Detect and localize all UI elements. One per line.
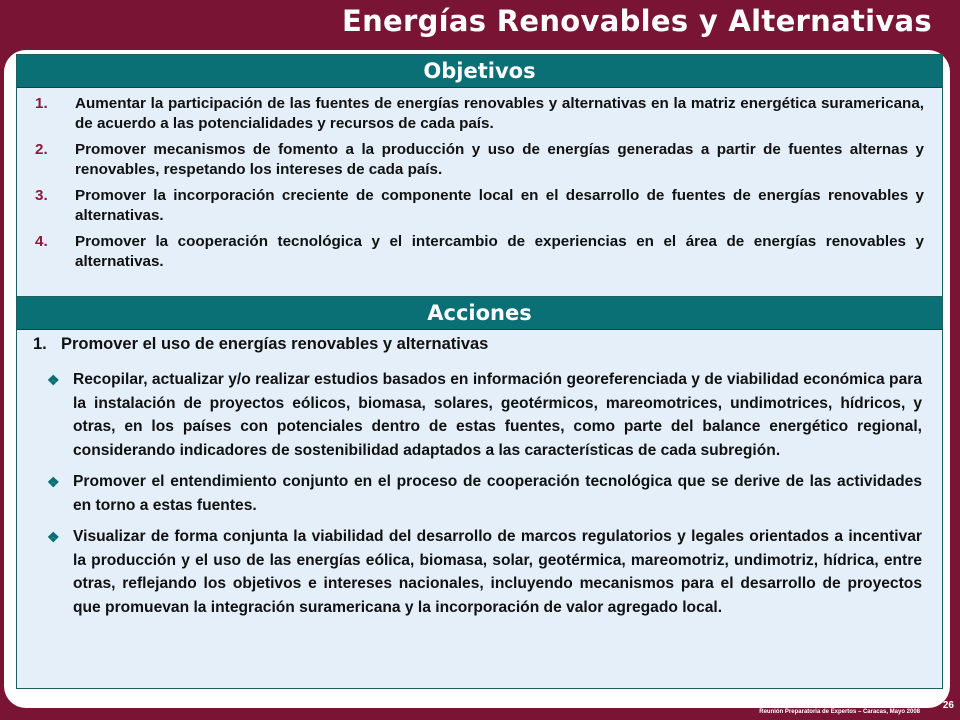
footer-text: Reunión Preparatoria de Expertos – Caracas, Mayo 2008 (759, 709, 920, 715)
objetivos-section (16, 54, 943, 297)
objetivos-list (17, 88, 942, 272)
acciones-bullets (47, 368, 922, 619)
diamond-bullet-icon: ❖ (47, 372, 60, 388)
item-text: Aumentar la participación de las fuentes de energías renovables y alternativas en la matriz energética suramericana, de acuerdo a las potencialidades y recursos de cada país. (75, 95, 924, 132)
bullet-text: Promover el entendimiento conjunto en el proceso de cooperación tecnológica que se derive de las actividades en torno a estas fuentes. (73, 473, 922, 514)
item-text: Promover mecanismos de fomento a la producción y uso de energías generadas a partir de fuentes alternas y renovables, respetando los intereses de cada país. (75, 141, 924, 178)
slide-title: Energías Renovables y Alternativas (342, 4, 932, 38)
list-item (33, 232, 924, 272)
list-item (33, 94, 924, 134)
item-title: Promover el uso de energías renovables y alternativas (61, 335, 489, 353)
item-number: 4. (35, 233, 48, 250)
list-item (33, 186, 924, 226)
item-number: 1. (33, 335, 47, 353)
item-number: 1. (35, 95, 48, 112)
objetivos-heading: Objetivos (17, 55, 942, 88)
bullet-text: Recopilar, actualizar y/o realizar estudios basados en información georeferenciada y de viabilidad económica para la instalación de proyectos eólicos, biomasa, solares, geotérmicos, mareomotrices, undimotrices, hídricos, y otras, en los países con potenciales dentro de estas fuentes, como parte del balance energético regional, considerando indicadores de sostenibilidad adaptados a las características de cada subregión. (73, 371, 922, 459)
bullet-text: Visualizar de forma conjunta la viabilidad del desarrollo de marcos regulatorios y legales orientados a incentivar la producción y el uso de las energías eólica, biomasa, solar, geotérmica, mareomotriz, undimotriz, hídrica, entre otras, reflejando los objetivos e intereses nacionales, incluyendo mecanismos para el desarrollo de proyectos que promuevan la integración suramericana y la incorporación de valor agregado local. (73, 528, 922, 616)
item-number: 3. (35, 187, 48, 204)
list-item (47, 368, 922, 462)
diamond-bullet-icon: ❖ (47, 474, 60, 490)
acciones-section (16, 296, 943, 689)
list-item (47, 525, 922, 619)
list-item (33, 140, 924, 180)
item-text: Promover la incorporación creciente de componente local en el desarrollo de fuentes de energías renovables y alternativas. (75, 187, 924, 224)
item-text: Promover la cooperación tecnológica y el intercambio de experiencias en el área de energías renovables y alternativas. (75, 233, 924, 270)
list-item (47, 470, 922, 517)
acciones-heading: Acciones (17, 297, 942, 330)
item-number: 2. (35, 141, 48, 158)
page-number: 26 (942, 700, 954, 711)
acciones-item-heading (33, 335, 942, 354)
diamond-bullet-icon: ❖ (47, 529, 60, 545)
